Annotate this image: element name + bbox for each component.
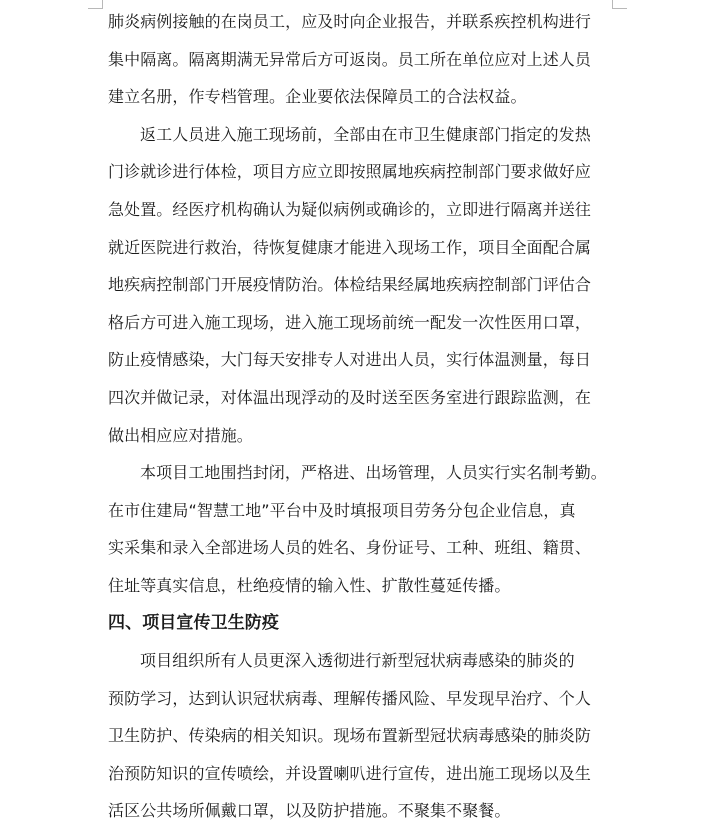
text-line: 治预防知识的宣传喷绘，并设置喇叭进行宣传，进出施工现场以及生 bbox=[108, 763, 592, 783]
text-line: 肺炎病例接触的在岗员工，应及时向企业报告，并联系疾控机构进行 bbox=[108, 12, 592, 31]
text-line: 在市住建局“智慧工地”平台中及时填报项目劳务分包企业信息，真 bbox=[108, 500, 576, 520]
text-line: 建立名册，作专档管理。企业要依法保障员工的合法权益。 bbox=[108, 87, 527, 107]
text-line: 集中隔离。隔离期满无异常后方可返岗。员工所在单位应对上述人员 bbox=[108, 49, 592, 69]
paragraph bbox=[108, 642, 608, 820]
text-line: 住址等真实信息，杜绝疫情的输入性、扩散性蔓延传播。 bbox=[108, 575, 511, 595]
page-corner-mark-left bbox=[88, 0, 103, 9]
paragraph bbox=[108, 3, 608, 116]
text-line: 活区公共场所佩戴口罩，以及防护措施。不聚集不聚餐。 bbox=[108, 801, 511, 820]
text-line: 格后方可进入施工现场，进入施工现场前统一配发一次性医用口罩， bbox=[108, 312, 592, 332]
page-corner-mark-right bbox=[612, 0, 627, 9]
text-line: 四次并做记录，对体温出现浮动的及时送至医务室进行跟踪监测，在 bbox=[108, 387, 592, 407]
text-line: 防止疫情感染，大门每天安排专人对进出人员，实行体温测量，每日 bbox=[108, 350, 592, 370]
heading-text: 四、项目宣传卫生防疫 bbox=[108, 612, 279, 633]
paragraph bbox=[108, 116, 608, 454]
text-line: 门诊就诊进行体检，项目方应立即按照属地疾病控制部门要求做好应 bbox=[108, 162, 592, 182]
text-line: 急处置。经医疗机构确认为疑似病例或确诊的，立即进行隔离并送往 bbox=[108, 199, 592, 219]
section-heading bbox=[108, 605, 608, 643]
document-body bbox=[108, 0, 608, 820]
paragraph bbox=[108, 454, 608, 604]
text-line: 本项目工地围挡封闭，严格进、出场管理，人员实行实名制考勤。 bbox=[140, 463, 607, 483]
text-line: 返工人员进入施工现场前，全部由在市卫生健康部门指定的发热 bbox=[140, 124, 591, 144]
text-line: 卫生防护、传染病的相关知识。现场布置新型冠状病毒感染的肺炎防 bbox=[108, 726, 592, 746]
text-line: 项目组织所有人员更深入透彻进行新型冠状病毒感染的肺炎的 bbox=[140, 651, 575, 671]
text-line: 就近医院进行救治，待恢复健康才能进入现场工作，项目全面配合属 bbox=[108, 237, 592, 257]
text-line: 预防学习，达到认识冠状病毒、理解传播风险、早发现早治疗、个人 bbox=[108, 688, 592, 708]
text-line: 做出相应应对措施。 bbox=[108, 425, 253, 445]
text-line: 实采集和录入全部进场人员的姓名、身份证号、工种、班组、籍贯、 bbox=[108, 538, 592, 558]
text-line: 地疾病控制部门开展疫情防治。体检结果经属地疾病控制部门评估合 bbox=[108, 275, 592, 295]
